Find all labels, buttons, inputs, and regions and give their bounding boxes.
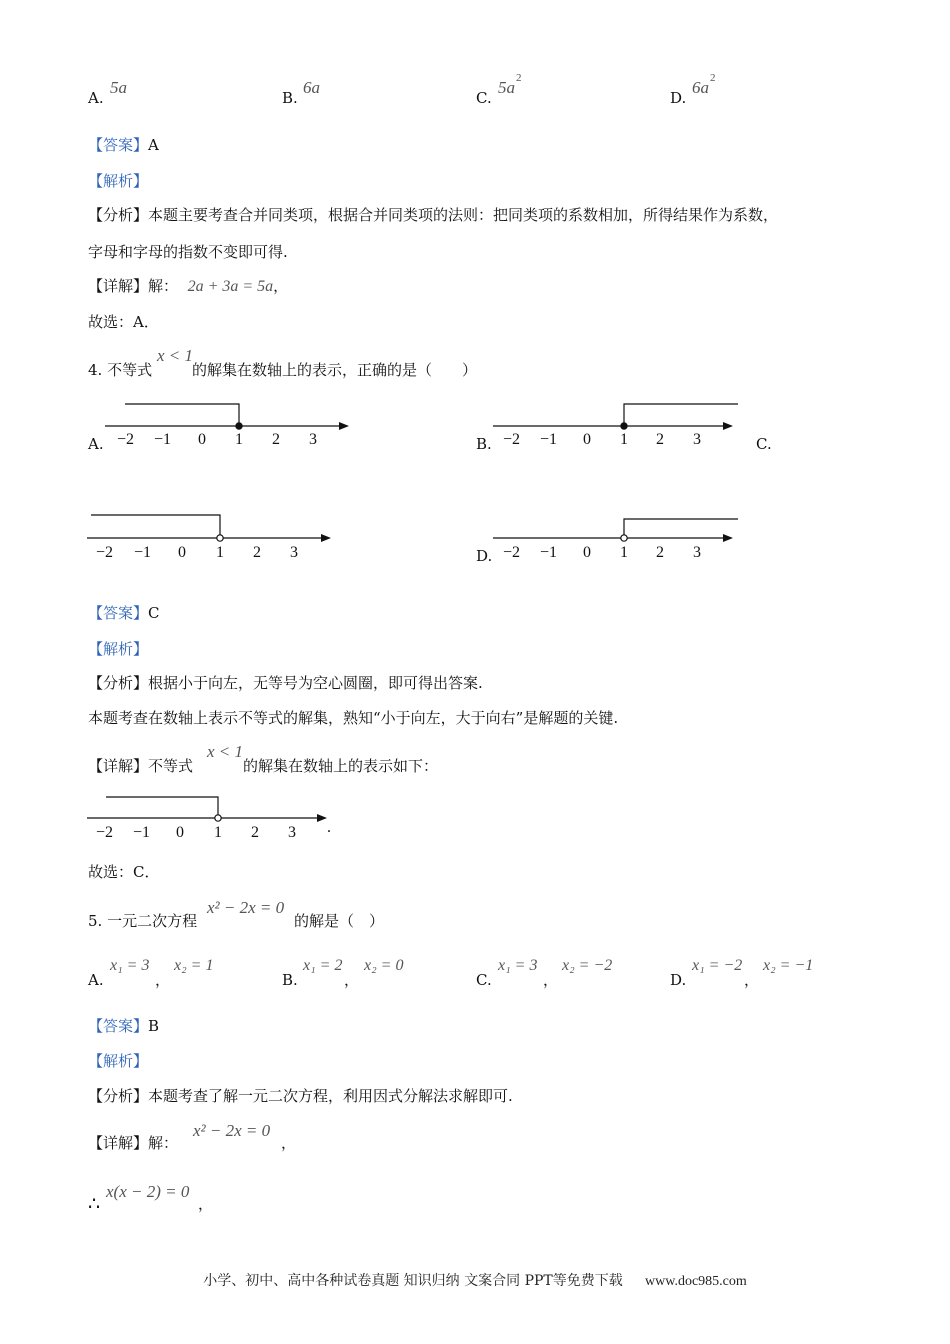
option-comma: ， xyxy=(155,971,171,989)
q5-analysis-line xyxy=(88,1051,148,1071)
option-label: B. xyxy=(282,89,298,107)
tick-label: 1 xyxy=(214,824,222,841)
page-footer xyxy=(0,1270,950,1290)
answer-value: C xyxy=(148,604,160,622)
tick-label: 0 xyxy=(176,824,184,841)
option-math: 5a xyxy=(110,78,127,97)
option-math: 6a xyxy=(303,78,320,97)
q3-fenxi-line2: 字母和字母的指数不变即可得. xyxy=(88,243,288,261)
q4-stem-suffix: 的解集在数轴上的表示，正确的是（ ） xyxy=(192,361,478,379)
period-mark: . xyxy=(327,819,331,836)
q4-detail-suffix: 的解集在数轴上的表示如下： xyxy=(243,757,439,775)
option-label: C. xyxy=(476,89,492,107)
option-comma: ， xyxy=(543,971,559,989)
q5-stem-math: x² − 2x = 0 xyxy=(207,898,285,917)
q5-stem xyxy=(88,911,197,931)
option-math: 6a xyxy=(692,78,709,97)
tick-label: 2 xyxy=(251,824,259,841)
tick-label: −2 xyxy=(96,824,114,841)
q5-step-math: x(x − 2) = 0 xyxy=(106,1182,190,1201)
fenxi-text: 本题考查了解一元二次方程，利用因式分解法求解即可. xyxy=(148,1087,513,1105)
open-point xyxy=(215,815,221,821)
detail-tag: 【详解】 xyxy=(88,277,149,295)
fenxi-tag: 【分析】 xyxy=(88,1087,149,1105)
q5-detail-math: x² − 2x = 0 xyxy=(193,1121,271,1140)
axis-arrow xyxy=(317,814,327,822)
tick-label: 3 xyxy=(309,431,317,448)
option-label: C. xyxy=(476,971,492,989)
tick-label: 3 xyxy=(290,544,298,561)
option-x2: x₂ = −2 xyxy=(562,957,613,974)
q5-detail-line xyxy=(88,1133,178,1153)
q4-option-b-label: B. xyxy=(476,435,492,453)
analysis-tag: 【解析】 xyxy=(88,1052,149,1070)
q5-step-suffix: ， xyxy=(198,1195,214,1213)
tick-label: 3 xyxy=(693,431,701,448)
option-label: A. xyxy=(88,89,104,107)
detail-suffix: ， xyxy=(273,277,289,295)
analysis-tag: 【解析】 xyxy=(88,172,149,190)
option-math: 5a xyxy=(498,78,515,97)
q4-option-c-label: C. xyxy=(756,435,772,453)
tick-label: 1 xyxy=(216,544,224,561)
q5-stem-suffix: 的解是（ ） xyxy=(294,912,385,930)
tick-label: 2 xyxy=(272,431,280,448)
q5-detail-suffix: ， xyxy=(281,1134,297,1152)
q5-answer-line xyxy=(88,1016,159,1036)
detail-tag: 【详解】 xyxy=(88,757,149,775)
answer-tag: 【答案】 xyxy=(88,136,149,154)
option-label: D. xyxy=(670,971,687,989)
footer-site: www.doc985.com xyxy=(645,1274,747,1289)
option-x1: x₁ = 2 xyxy=(303,957,343,974)
tick-label: 0 xyxy=(583,431,591,448)
tick-label: −1 xyxy=(134,544,152,561)
solution-bracket xyxy=(106,797,218,818)
answer-value: A xyxy=(148,136,159,154)
q4-choose-line: 故选：C． xyxy=(88,863,160,881)
option-x2: x₂ = 1 xyxy=(174,957,214,974)
q4-detail-math: x < 1 xyxy=(207,742,244,761)
q4-stem-math: x < 1 xyxy=(157,346,194,365)
tick-label: −1 xyxy=(133,824,151,841)
tick-label: −2 xyxy=(96,544,114,561)
fenxi-tag: 【分析】 xyxy=(88,206,149,224)
footer-text: 小学、初中、高中各种试卷真题 知识归纳 文案合同 PPT等免费下载 xyxy=(203,1273,623,1289)
detail-prefix: 不等式 xyxy=(148,757,194,775)
tick-label: 0 xyxy=(583,544,591,561)
option-x1: x₁ = 3 xyxy=(110,957,150,974)
therefore-symbol: ∴ xyxy=(88,1193,101,1215)
q4-option-d-label: D. xyxy=(476,547,493,565)
option-comma: ， xyxy=(344,971,360,989)
option-x2: x₂ = 0 xyxy=(364,957,404,974)
fenxi-tag: 【分析】 xyxy=(88,674,149,692)
tick-label: 3 xyxy=(693,544,701,561)
answer-value: B xyxy=(148,1017,160,1035)
option-label: B. xyxy=(282,971,298,989)
option-x1: x₁ = −2 xyxy=(692,957,743,974)
tick-label: −1 xyxy=(540,431,558,448)
detail-math: 2a + 3a = 5a xyxy=(187,278,274,295)
tick-label: 1 xyxy=(620,431,628,448)
tick-label: −2 xyxy=(503,431,521,448)
q4-option-a-label: A. xyxy=(88,435,104,453)
tick-label: 0 xyxy=(198,431,206,448)
tick-label: −2 xyxy=(117,431,135,448)
fenxi-text: 根据小于向左，无等号为空心圆圈，即可得出答案. xyxy=(148,674,483,692)
tick-label: 3 xyxy=(288,824,296,841)
tick-label: 1 xyxy=(620,544,628,561)
tick-label: 2 xyxy=(253,544,261,561)
stem-prefix: 4. 不等式 xyxy=(88,361,153,379)
detail-prefix: 解： xyxy=(148,277,179,295)
tick-label: 2 xyxy=(656,544,664,561)
tick-label: 1 xyxy=(235,431,243,448)
answer-tag: 【答案】 xyxy=(88,604,149,622)
option-x1: x₁ = 3 xyxy=(498,957,538,974)
option-comma: ， xyxy=(744,971,760,989)
option-superscript: 2 xyxy=(710,72,716,84)
tick-label: 0 xyxy=(178,544,186,561)
tick-label: −2 xyxy=(503,544,521,561)
fenxi-text: 本题主要考查合并同类项，根据合并同类项的法则：把同类项的系数相加，所得结果作为系数， xyxy=(148,206,779,224)
detail-prefix: 解： xyxy=(148,1134,179,1152)
detail-tag: 【详解】 xyxy=(88,1134,149,1152)
option-x2: x₂ = −1 xyxy=(763,957,814,974)
option-label: D. xyxy=(670,89,687,107)
analysis-tag: 【解析】 xyxy=(88,640,149,658)
stem-prefix: 5. 一元二次方程 xyxy=(88,912,198,930)
option-superscript: 2 xyxy=(516,72,522,84)
answer-tag: 【答案】 xyxy=(88,1017,149,1035)
tick-label: 2 xyxy=(656,431,664,448)
tick-label: −1 xyxy=(540,544,558,561)
q4-note-line: 本题考查在数轴上表示不等式的解集，熟知“小于向左，大于向右”是解题的关键. xyxy=(88,709,619,727)
tick-label: −1 xyxy=(154,431,172,448)
q5-fenxi-line xyxy=(88,1086,513,1106)
option-label: A. xyxy=(88,971,104,989)
q3-choose-line: 故选：A． xyxy=(88,313,159,331)
